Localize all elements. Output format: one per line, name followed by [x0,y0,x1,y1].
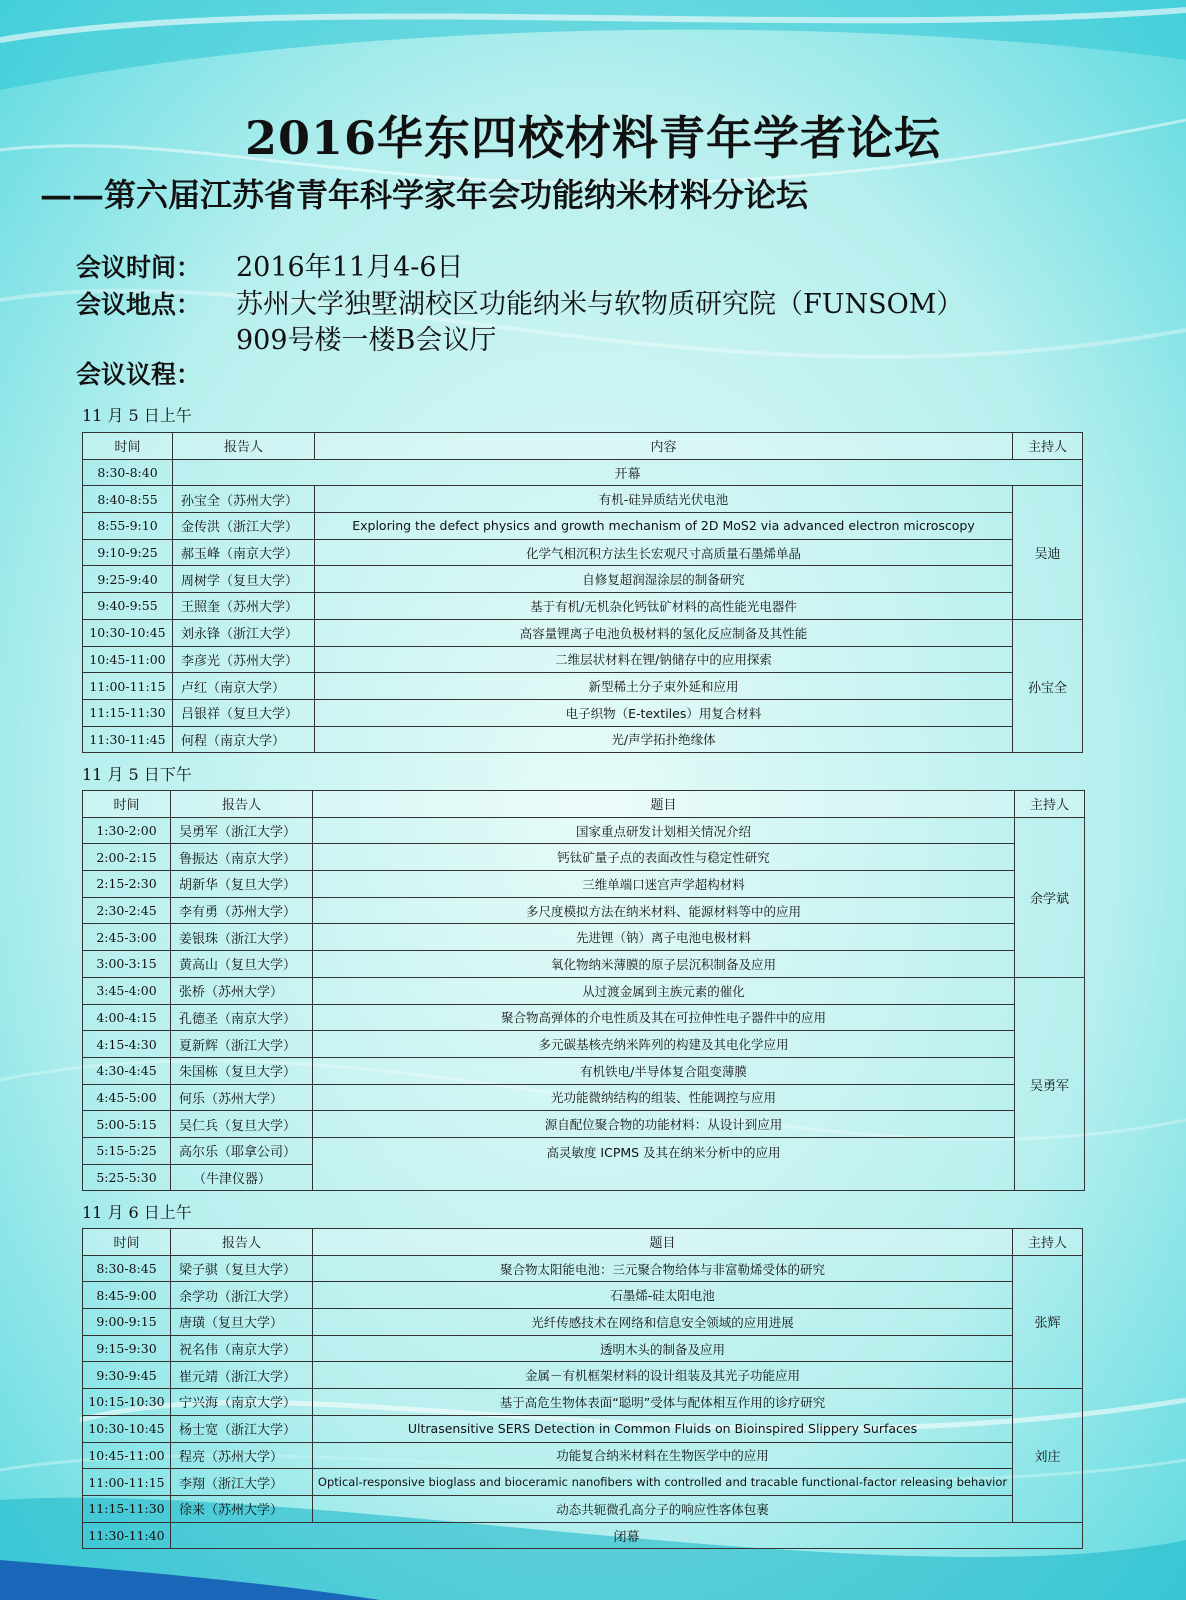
talk-speaker: 高尔乐（耶拿公司） [171,1137,313,1164]
table-row [83,619,1083,646]
talk-speaker: 朱国栋（复旦大学） [171,1057,313,1084]
table-row [83,539,1083,566]
place-label: 会议地点： [76,290,202,319]
talk-title: 有机铁电/半导体复合阻变薄膜 [313,1057,1015,1084]
opening-text: 开幕 [173,459,1083,486]
table-row [83,1389,1083,1416]
talk-title: 有机-硅异质结光伏电池 [315,486,1013,513]
talk-time: 5:25-5:30 [83,1164,171,1191]
talk-speaker: 吴勇军（浙江大学） [171,817,313,844]
session-host: 吴勇军 [1015,977,1085,1191]
talk-time: 4:15-4:30 [83,1031,171,1058]
table-header-row [83,433,1083,460]
talk-title: 基于有机/无机杂化钙钛矿材料的高性能光电器件 [315,593,1013,620]
talk-title: 石墨烯-硅太阳电池 [313,1282,1013,1309]
table-row [83,897,1085,924]
talk-time: 11:00-11:15 [83,673,173,700]
talk-speaker: 孔德圣（南京大学） [171,1004,313,1031]
talk-time: 10:30-10:45 [83,619,173,646]
col-header-content: 内容 [315,433,1013,460]
session-host: 张辉 [1013,1255,1083,1388]
talk-speaker: 胡新华（复旦大学） [171,871,313,898]
talk-time: 2:15-2:30 [83,871,171,898]
talk-time: 11:15-11:30 [83,1495,171,1522]
talk-speaker: 何程（南京大学） [173,726,315,753]
col-header-host: 主持人 [1013,433,1083,460]
talk-speaker: 周树学（复旦大学） [173,566,315,593]
talk-speaker: 李翔（浙江大学） [171,1469,313,1496]
col-header-speaker: 报告人 [171,791,313,818]
talk-speaker: 张桥（苏州大学） [171,977,313,1004]
talk-time: 11:30-11:45 [83,726,173,753]
talk-speaker: 徐来（苏州大学） [171,1495,313,1522]
table-header-row [83,791,1085,818]
talk-time: 10:45-11:00 [83,646,173,673]
talk-speaker: 卢红（南京大学） [173,673,315,700]
talk-time: 8:55-9:10 [83,513,173,540]
subtitle: ——第六届江苏省青年科学家年会功能纳米材料分论坛 [40,176,809,214]
talk-speaker: 余学功（浙江大学） [171,1282,313,1309]
talk-speaker: 祝名伟（南京大学） [171,1335,313,1362]
talk-time: 8:45-9:00 [83,1282,171,1309]
table-row [83,1137,1085,1164]
meeting-place [76,282,963,321]
talk-title: 先进锂（钠）离子电池电极材料 [313,924,1015,951]
talk-title: 聚合物高弹体的介电性质及其在可拉伸性电子器件中的应用 [313,1004,1015,1031]
session-host: 吴迪 [1013,486,1083,619]
table-row [83,951,1085,978]
talk-time: 9:25-9:40 [83,566,173,593]
talk-speaker: 郝玉峰（南京大学） [173,539,315,566]
table-row [83,844,1085,871]
talk-title: 聚合物太阳能电池：三元聚合物给体与非富勒烯受体的研究 [313,1255,1013,1282]
col-header-time: 时间 [83,1229,171,1256]
place-value: 苏州大学独墅湖校区功能纳米与软物质研究院（FUNSOM） [236,289,964,320]
talk-speaker: 黄高山（复旦大学） [171,951,313,978]
talk-title: 多元碳基核壳纳米阵列的构建及其电化学应用 [313,1031,1015,1058]
table-row [83,1362,1083,1389]
talk-title: 动态共轭微孔高分子的响应性客体包裹 [313,1495,1013,1522]
table-row [83,1255,1083,1282]
talk-title: 钙钛矿量子点的表面改性与稳定性研究 [313,844,1015,871]
talk-time: 10:15-10:30 [83,1389,171,1416]
talk-speaker: 程亮（苏州大学） [171,1442,313,1469]
talk-speaker: 唐璜（复旦大学） [171,1309,313,1336]
table-row [83,566,1083,593]
table-row [83,1084,1085,1111]
talk-speaker: （牛津仪器） [171,1164,313,1191]
table-row [83,1031,1085,1058]
talk-title: 高灵敏度 ICPMS 及其在纳米分析中的应用 [313,1137,1015,1190]
talk-title: 自修复超润湿涂层的制备研究 [315,566,1013,593]
talk-title: 新型稀土分子束外延和应用 [315,673,1013,700]
col-header-speaker: 报告人 [171,1229,313,1256]
session-2-table [82,790,1085,1191]
talk-time: 8:30-8:45 [83,1255,171,1282]
session-host: 刘庄 [1013,1389,1083,1522]
table-row [83,1415,1083,1442]
talk-speaker: 梁子骐（复旦大学） [171,1255,313,1282]
talk-title: 电子织物（E-textiles）用复合材料 [315,699,1013,726]
talk-title: 透明木头的制备及应用 [313,1335,1013,1362]
closing-text: 闭幕 [171,1522,1083,1549]
talk-title: 化学气相沉积方法生长宏观尺寸高质量石墨烯单晶 [315,539,1013,566]
talk-speaker: 孙宝全（苏州大学） [173,486,315,513]
talk-speaker: 夏新辉（浙江大学） [171,1031,313,1058]
time-value: 2016年11月4-6日 [236,252,464,283]
table-row [83,673,1083,700]
talk-time: 9:40-9:55 [83,593,173,620]
talk-title: 高容量锂离子电池负极材料的氢化反应制备及其性能 [315,619,1013,646]
table-row [83,699,1083,726]
talk-speaker: 何乐（苏州大学） [171,1084,313,1111]
table-row [83,1057,1085,1084]
talk-title: 源自配位聚合物的功能材料：从设计到应用 [313,1111,1015,1138]
talk-speaker: 姜银珠（浙江大学） [171,924,313,951]
session-3-table [82,1228,1083,1549]
table-row [83,1335,1083,1362]
talk-title: 光/声学拓扑绝缘体 [315,726,1013,753]
meeting-time [76,245,464,284]
table-row [83,1442,1083,1469]
talk-time: 4:30-4:45 [83,1057,171,1084]
talk-speaker: 刘永锋（浙江大学） [173,619,315,646]
table-row [83,1469,1083,1496]
talk-time: 8:40-8:55 [83,486,173,513]
session-3-label: 11 月 6 日上午 [82,1203,192,1222]
col-header-content: 题目 [313,1229,1013,1256]
table-row [83,924,1085,951]
table-row [83,817,1085,844]
talk-speaker: 鲁振达（南京大学） [171,844,313,871]
talk-time: 2:00-2:15 [83,844,171,871]
talk-speaker: 李有勇（苏州大学） [171,897,313,924]
talk-time: 9:30-9:45 [83,1362,171,1389]
session-host: 余学斌 [1015,817,1085,977]
talk-time: 11:00-11:15 [83,1469,171,1496]
talk-time: 2:30-2:45 [83,897,171,924]
agenda-label: 会议议程： [76,360,202,389]
table-row [83,1111,1085,1138]
talk-title: 金属－有机框架材料的设计组装及其光子功能应用 [313,1362,1013,1389]
closing-time: 11:30-11:40 [83,1522,171,1549]
col-header-content: 题目 [313,791,1015,818]
talk-speaker: 崔元靖（浙江大学） [171,1362,313,1389]
col-header-time: 时间 [83,791,171,818]
talk-time: 10:45-11:00 [83,1442,171,1469]
talk-speaker: 王照奎（苏州大学） [173,593,315,620]
talk-title: 功能复合纳米材料在生物医学中的应用 [313,1442,1013,1469]
table-row [83,1309,1083,1336]
talk-title: Optical-responsive bioglass and bioceramic nanofibers with controlled and tracable functional-factor releasing behavior [313,1469,1013,1496]
talk-time: 9:00-9:15 [83,1309,171,1336]
table-row [83,646,1083,673]
time-label: 会议时间： [76,253,202,282]
talk-time: 11:15-11:30 [83,699,173,726]
talk-title: 国家重点研发计划相关情况介绍 [313,817,1015,844]
table-row [83,486,1083,513]
talk-title: 多尺度模拟方法在纳米材料、能源材料等中的应用 [313,897,1015,924]
talk-speaker: 金传洪（浙江大学） [173,513,315,540]
table-row [83,513,1083,540]
col-header-host: 主持人 [1013,1229,1083,1256]
talk-speaker: 宁兴海（南京大学） [171,1389,313,1416]
table-row [83,593,1083,620]
session-1-table [82,432,1083,753]
talk-title: 光功能微纳结构的组装、性能调控与应用 [313,1084,1015,1111]
talk-speaker: 杨士宽（浙江大学） [171,1415,313,1442]
opening-time: 8:30-8:40 [83,459,173,486]
session-1-label: 11 月 5 日上午 [82,406,192,425]
talk-title: 从过渡金属到主族元素的催化 [313,977,1015,1004]
talk-speaker: 李彦光（苏州大学） [173,646,315,673]
talk-title: 基于高危生物体表面“聪明”受体与配体相互作用的诊疗研究 [313,1389,1013,1416]
col-header-host: 主持人 [1015,791,1085,818]
table-row [83,1282,1083,1309]
place-value-line2: 909号楼一楼B会议厅 [236,325,497,356]
talk-time: 5:00-5:15 [83,1111,171,1138]
col-header-speaker: 报告人 [173,433,315,460]
talk-time: 9:15-9:30 [83,1335,171,1362]
table-row [83,871,1085,898]
talk-title: Ultrasensitive SERS Detection in Common Fluids on Bioinspired Slippery Surfaces [313,1415,1013,1442]
session-host: 孙宝全 [1013,619,1083,752]
talk-time: 4:45-5:00 [83,1084,171,1111]
talk-title: 三维单端口迷宫声学超构材料 [313,871,1015,898]
table-header-row [83,1229,1083,1256]
talk-speaker: 吕银祥（复旦大学） [173,699,315,726]
table-row [83,1004,1085,1031]
talk-time: 1:30-2:00 [83,817,171,844]
talk-time: 4:00-4:15 [83,1004,171,1031]
table-row [83,977,1085,1004]
table-row [83,726,1083,753]
talk-title: Exploring the defect physics and growth mechanism of 2D MoS2 via advanced electron microscopy [315,513,1013,540]
table-row [83,1495,1083,1522]
closing-row [83,1522,1083,1549]
col-header-time: 时间 [83,433,173,460]
talk-time: 2:45-3:00 [83,924,171,951]
talk-title: 氧化物纳米薄膜的原子层沉积制备及应用 [313,951,1015,978]
talk-time: 3:00-3:15 [83,951,171,978]
opening-row [83,459,1083,486]
talk-time: 9:10-9:25 [83,539,173,566]
talk-title: 光纤传感技术在网络和信息安全领域的应用进展 [313,1309,1013,1336]
talk-time: 3:45-4:00 [83,977,171,1004]
talk-title: 二维层状材料在锂/钠储存中的应用探索 [315,646,1013,673]
main-title: 2016华东四校材料青年学者论坛 [244,111,942,165]
talk-time: 5:15-5:25 [83,1137,171,1164]
talk-speaker: 吴仁兵（复旦大学） [171,1111,313,1138]
talk-time: 10:30-10:45 [83,1415,171,1442]
session-2-label: 11 月 5 日下午 [82,765,192,784]
